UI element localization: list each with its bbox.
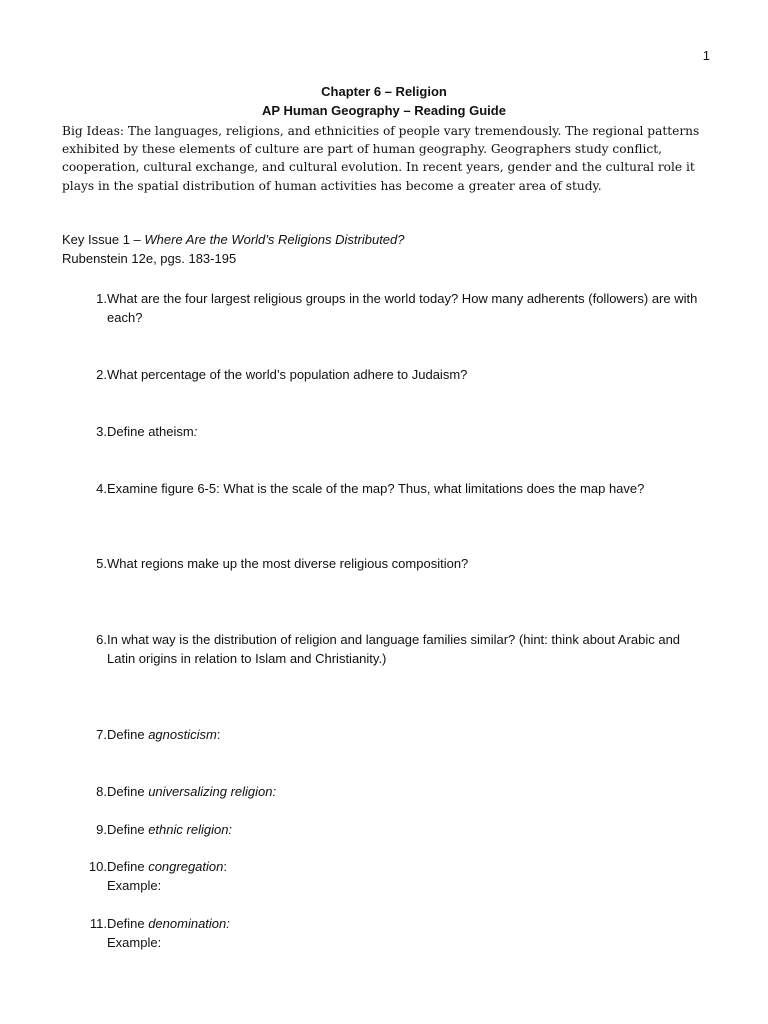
chapter-title: Chapter 6 – Religion: [321, 84, 447, 99]
question-text: [107, 422, 707, 441]
guide-subtitle: AP Human Geography – Reading Guide: [262, 103, 506, 118]
question-number: 8.: [96, 784, 107, 799]
defined-term: agnosticism: [148, 727, 217, 742]
example-label: Example:: [107, 935, 162, 950]
question-text: In what way is the distribution of religion and language families similar? (hint: think about Arabic and Latin origins in relation to Islam and Christianity.): [107, 632, 681, 666]
define-prefix: Define: [107, 916, 149, 931]
big-ideas-paragraph: Big Ideas: The languages, religions, and ethnicities of people vary tremendously. The regional patterns exhibited by these elements of culture are part of human geography. Geographers study conflict, cooperation, cultural exchange, and cultural evolution. In recent years, gender and the cultural role it plays in the spatial distribution of human activities has become a greater area of study.: [62, 124, 700, 193]
define-prefix: Define: [107, 822, 149, 837]
question-number: 4.: [96, 481, 107, 496]
question-text: Examine figure 6-5: What is the scale of the map? Thus, what limitations does the map have?: [107, 481, 645, 496]
define-prefix: Define: [107, 859, 149, 874]
question-text: What are the four largest religious groups in the world today? How many adherents (followers) are with each?: [107, 291, 698, 325]
key-issue-title: Where Are the World’s Religions Distributed?: [144, 232, 405, 247]
question-text: What regions make up the most diverse religious composition?: [107, 556, 469, 571]
defined-term: denomination:: [148, 916, 230, 931]
question-number: 11.: [89, 916, 107, 931]
question-text: [107, 725, 707, 744]
textbook-reference: Rubenstein 12e, pgs. 183-195: [62, 251, 237, 266]
define-suffix: :: [223, 859, 227, 874]
define-prefix: Define: [107, 784, 149, 799]
question-text: What percentage of the world’s population adhere to Judaism?: [107, 367, 468, 382]
question-text: [107, 857, 707, 895]
question-number: 5.: [96, 556, 107, 571]
question-number: 10.: [88, 859, 107, 874]
example-label: Example:: [107, 878, 162, 893]
question-number: 7.: [96, 727, 107, 742]
question-text: [107, 820, 707, 839]
defined-term: :: [193, 424, 198, 439]
define-prefix: Define: [107, 727, 149, 742]
key-issue-heading: [62, 232, 405, 247]
defined-term: congregation: [148, 859, 224, 874]
defined-term: ethnic religion:: [148, 822, 233, 837]
question-number: 2.: [96, 367, 107, 382]
page-number: 1: [702, 48, 710, 63]
question-number: 1.: [96, 291, 107, 306]
question-text: [107, 914, 707, 952]
question-number: 9.: [96, 822, 107, 837]
question-text: [107, 782, 707, 801]
defined-term: universalizing religion:: [148, 784, 277, 799]
define-prefix: Define atheism: [107, 424, 194, 439]
key-issue-label: Key Issue 1 –: [62, 232, 145, 247]
define-suffix: :: [216, 727, 221, 742]
question-number: 3.: [96, 424, 107, 439]
question-number: 6.: [96, 632, 107, 647]
